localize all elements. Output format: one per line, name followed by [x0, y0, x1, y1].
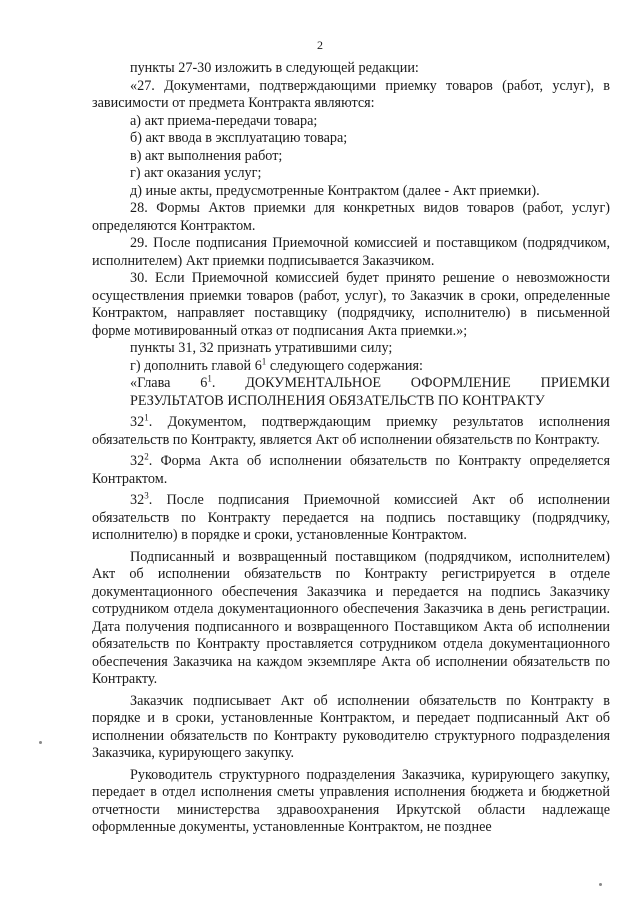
paragraph-31-32: пункты 31, 32 признать утратившими силу; [130, 340, 393, 356]
paragraph-customer-signs: Заказчик подписывает Акт об исполнении обязательств по Контракту в порядке и в сроки, установленные Контрактом, и передает подписанный Акт об исполнении обязательств по Контракту руководителю структурного подразделения Заказчика, курирующего закупку. [92, 692, 610, 761]
paragraph-head-transfers: Руководитель структурного подразделения Заказчика, курирующего закупку, передает в отдел исполнения сметы управления исполнения бюджета и бюджетной отчетности министерства здравоохранения Иркутской области надлежаще оформленные документы, установленные Контрактом, не позднее [92, 766, 610, 835]
act-list [92, 113, 610, 201]
paragraph-chapter-add: г) дополнить главой $6^1$ следующего содержания: [130, 355, 423, 374]
document-body [92, 60, 610, 837]
list-item: г) акт оказания услуг; [130, 165, 262, 181]
paragraph-32-3: $32^3$. После подписания Приемочной комиссией Акт об исполнении обязательств по Контракту передается на подпись поставщику (подрядчику, исполнителю) в порядке и сроки, установленные Контрактом. [92, 490, 610, 543]
chapter-heading: «Глава $6^1$. ДОКУМЕНТАЛЬНОЕ ОФОРМЛЕНИЕ ПРИЕМКИ [130, 373, 610, 391]
scan-speck [599, 883, 602, 886]
page-number: 2 [317, 38, 323, 52]
paragraph-28: 28. Формы Актов приемки для конкретных видов товаров (работ, услуг) определяются Контрактом. [92, 200, 610, 234]
paragraph-29: 29. После подписания Приемочной комиссией и поставщиком (подрядчиком, исполнителем) Акт приемки подписывается Заказчиком. [92, 235, 610, 269]
list-item: б) акт ввода в эксплуатацию товара; [130, 130, 348, 146]
chapter-heading-line-2: РЕЗУЛЬТАТОВ ИСПОЛНЕНИЯ ОБЯЗАТЕЛЬСТВ ПО КОНТРАКТУ [130, 392, 545, 409]
scan-speck [39, 741, 42, 744]
paragraph-27: «27. Документами, подтверждающими приемку товаров (работ, услуг), в зависимости от предмета Контракта являются: [92, 77, 610, 111]
list-item: а) акт приема-передачи товара; [130, 112, 318, 129]
list-item: в) акт выполнения работ; [130, 147, 283, 164]
paragraph-signed-act: Подписанный и возвращенный поставщиком (подрядчиком, исполнителем) Акт об исполнении обязательств по Контракту регистрируется в отделе документационного обеспечения Заказчика и передается на подпись Заказчику сотрудником отдела документационного обеспечения Заказчика в день регистрации. Дата получения подписанного и возвращенного Поставщиком Акта об исполнении обязательств по Контракту проставляется сотрудником отдела документационного обеспечения Заказчика на каждом экземпляре Акта об исполнении обязательств по Контракту. [92, 548, 610, 687]
paragraph-32-1: $32^1$. Документом, подтверждающим приемку результатов исполнения обязательств по Контракту, является Акт об исполнении обязательств по Контракту. [92, 412, 610, 448]
paragraph-intro: пункты 27-30 изложить в следующей редакции: [130, 60, 419, 76]
paragraph-30: 30. Если Приемочной комиссией будет принято решение о невозможности осуществления приемки товаров (работ, услуг), то Заказчик в сроки, определенные Контрактом, направляет поставщику (подрядчику, исполнителю) в письменной форме мотивированный отказ от подписания Акта приемки.»; [92, 270, 610, 339]
list-item: д) иные акты, предусмотренные Контрактом (далее - Акт приемки). [130, 182, 540, 199]
paragraph-32-2: $32^2$. Форма Акта об исполнении обязательств по Контракту определяется Контрактом. [92, 451, 610, 487]
